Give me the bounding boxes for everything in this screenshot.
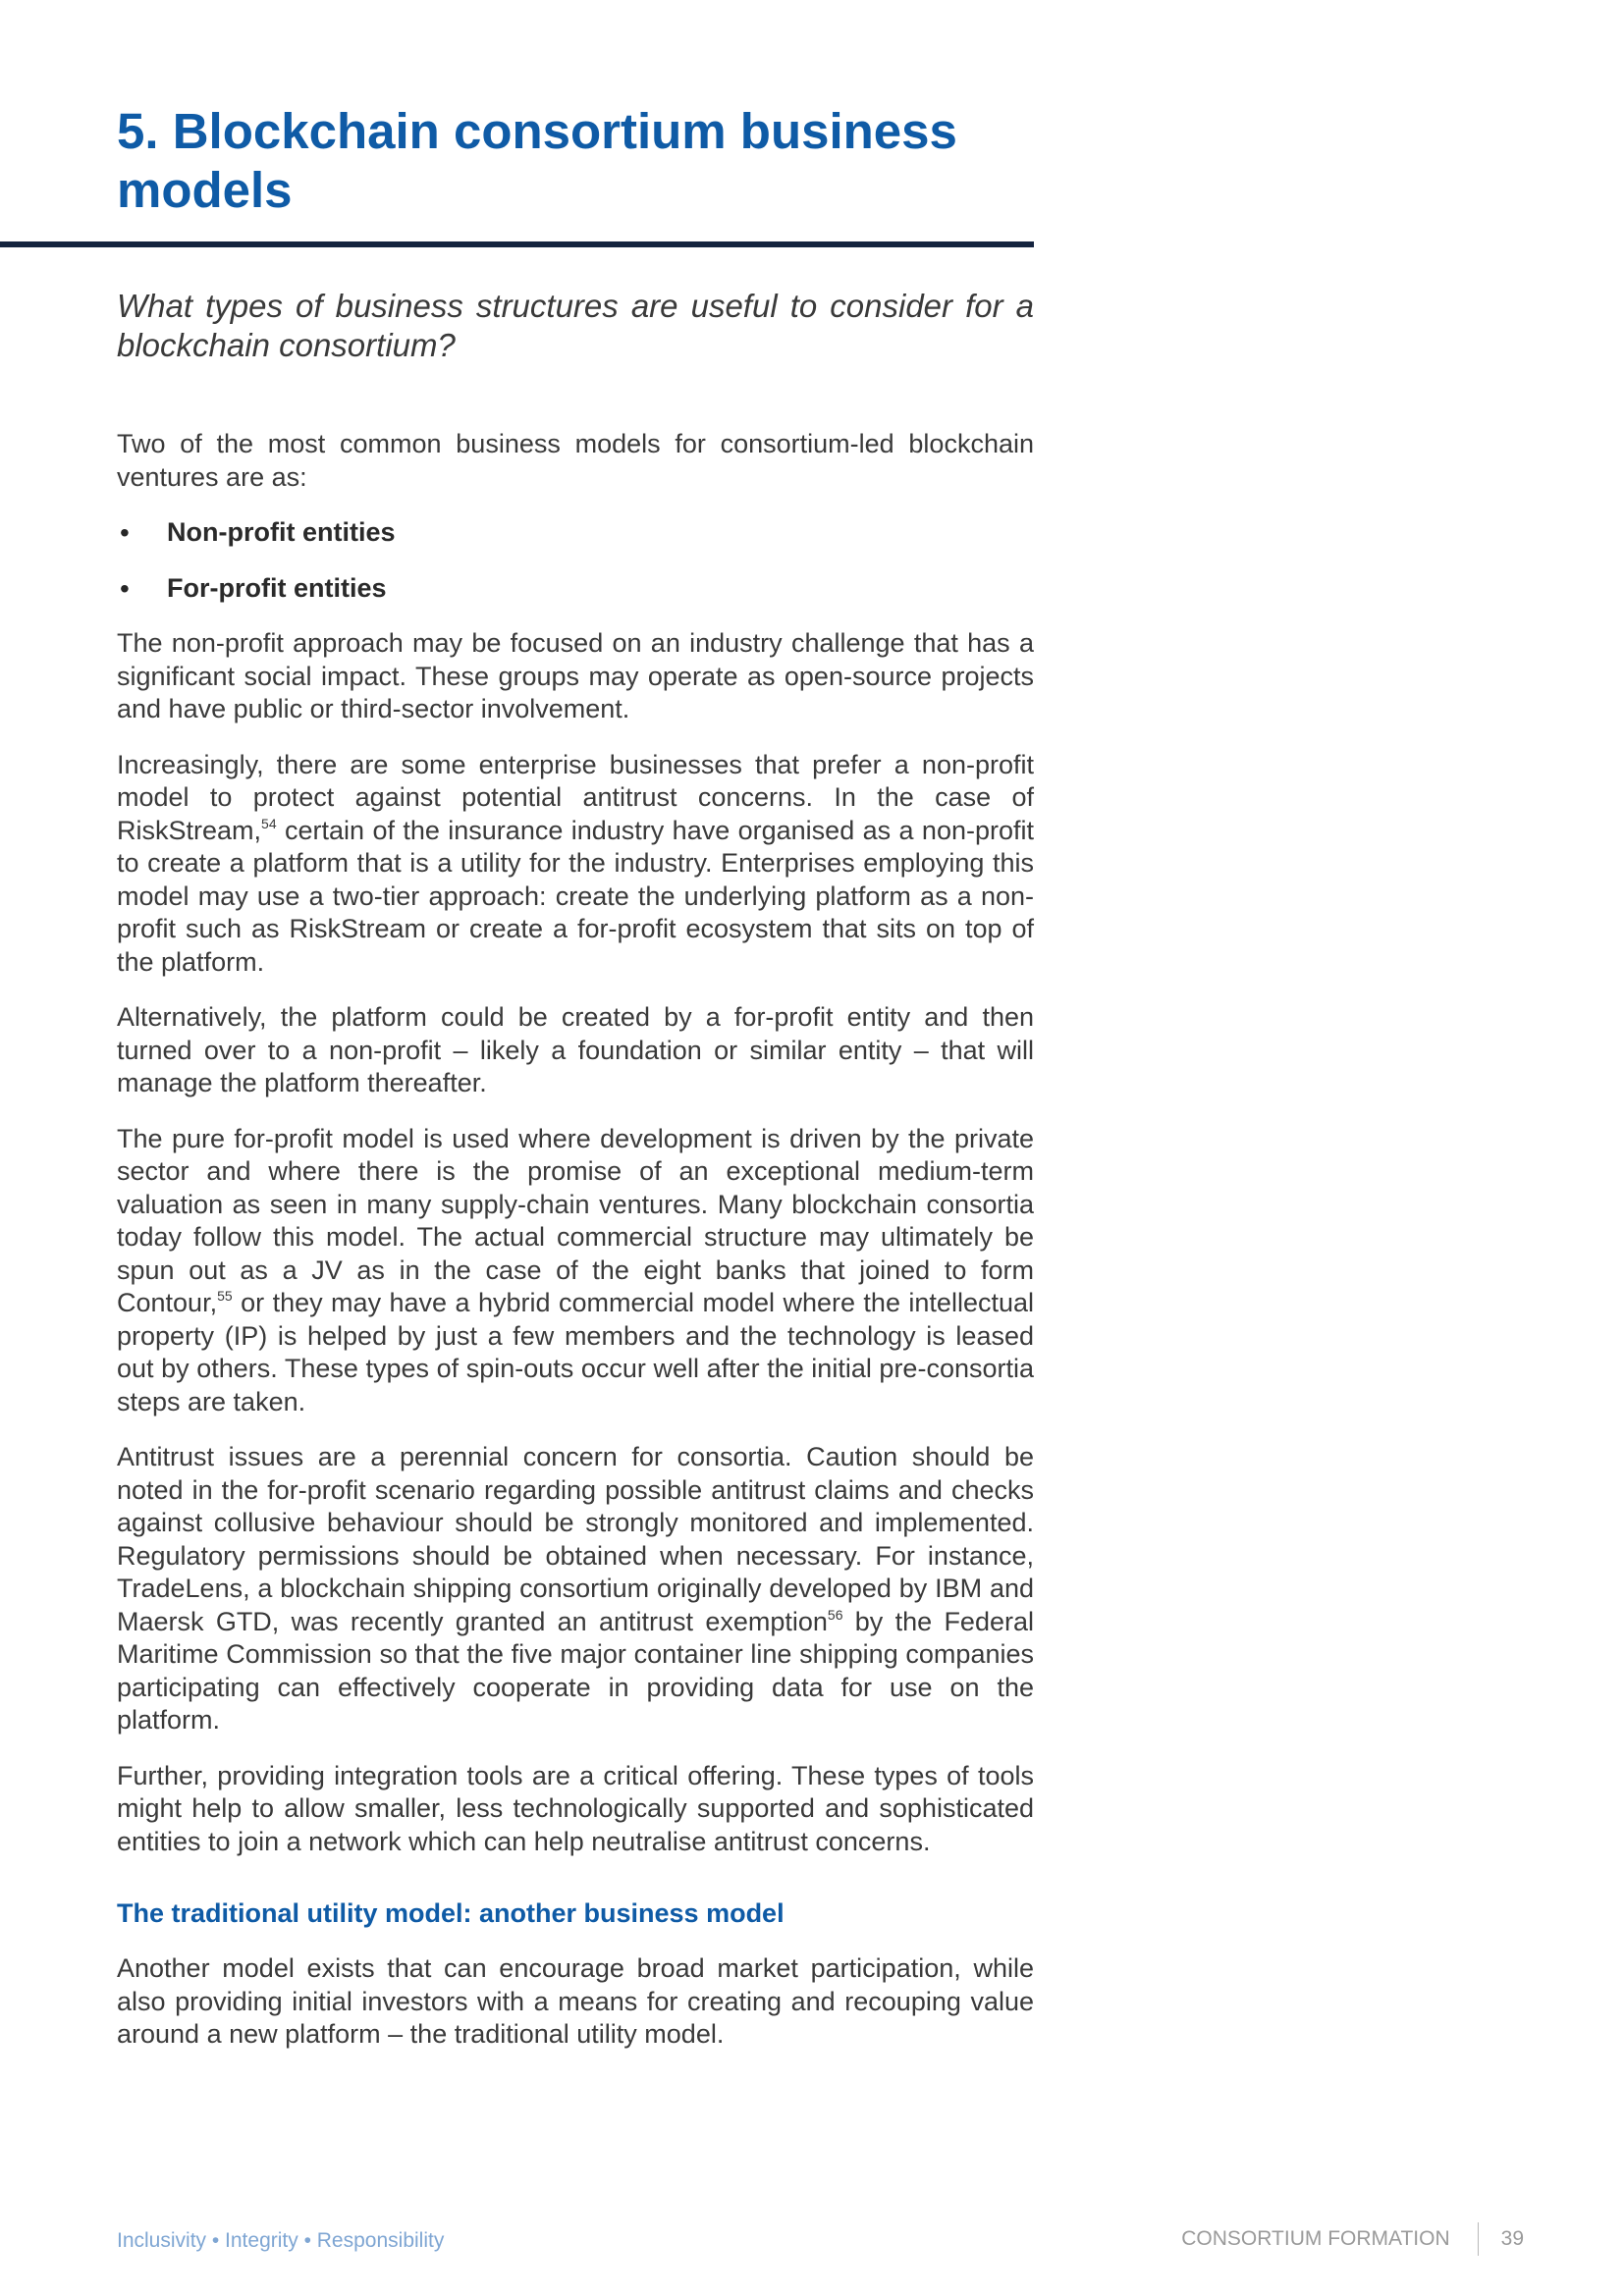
footer-divider bbox=[1478, 2222, 1479, 2256]
body-content bbox=[117, 428, 1034, 2074]
paragraph-text: or they may have a hybrid commercial model where the intellectual property (IP) is helped by just a few members and the technology is leased out by others. These types of spin-outs occur well after the initial pre-consortia steps are taken. bbox=[117, 1288, 1034, 1416]
page-title: 5. Blockchain consortium business models bbox=[117, 103, 957, 218]
bullet-item bbox=[117, 572, 1034, 606]
bullet-list bbox=[117, 516, 1034, 605]
paragraph-riskstream bbox=[117, 749, 1034, 980]
paragraph-for-profit bbox=[117, 1123, 1034, 1419]
paragraph-text: certain of the insurance industry have organised as a non-profit to create a platform that is a utility for the industry. Enterprises employing this model may use a two-tier approach: create the underlying platform as a non-profit such as RiskStream or create a for-profit ecosystem that sits on top of the platform. bbox=[117, 815, 1034, 977]
paragraph-utility: Another model exists that can encourage broad market participation, while also providing initial investors with a means for creating and recouping value around a new platform – the traditional utility model. bbox=[117, 1953, 1034, 2049]
subheading: The traditional utility model: another business model bbox=[117, 1898, 785, 1928]
paragraph-text: The pure for-profit model is used where development is driven by the private sector and where there is the promise of an exceptional medium-term valuation as seen in many supply-chain ventures. Many blockchain consortia today follow this model. The actual commercial structure may ultimately be spun out as a JV as in the case of the eight banks that joined to form Contour, bbox=[117, 1123, 1034, 1317]
paragraph-text: Antitrust issues are a perennial concern for consortia. Caution should be noted in the for-profit scenario regarding possible antitrust claims and checks against collusive behaviour should be strongly monitored and implemented. Regulatory permissions should be obtained when necessary. For instance, TradeLens, a blockchain shipping consortium originally developed by IBM and Maersk GTD, was recently granted an antitrust exemption bbox=[117, 1442, 1034, 1636]
paragraph-nonprofit: The non-profit approach may be focused on an industry challenge that has a significant social impact. These groups may operate as open-source projects and have public or third-sector involvement. bbox=[117, 628, 1034, 723]
page-number: 39 bbox=[1500, 2227, 1524, 2250]
footnote-ref: 54 bbox=[261, 815, 277, 831]
footnote-ref: 56 bbox=[827, 1606, 843, 1623]
paragraph-text: by the Federal Maritime Commission so that the five major container line shipping companies participating can effectively cooperate in providing data for use on the platform. bbox=[117, 1606, 1034, 1735]
footnote-ref: 55 bbox=[217, 1288, 233, 1304]
paragraph-text: Increasingly, there are some enterprise businesses that prefer a non-profit model to protect against potential antitrust concerns. In the case of RiskStream, bbox=[117, 749, 1034, 845]
bullet-text: For-profit entities bbox=[167, 572, 387, 603]
paragraph-integration: Further, providing integration tools are a critical offering. These types of tools might help to allow smaller, less technologically supported and sophisticated entities to join a network which can help neutralise antitrust concerns. bbox=[117, 1760, 1034, 1856]
intro-paragraph: Two of the most common business models for consortium-led blockchain ventures are as: bbox=[117, 429, 1034, 492]
footer-section bbox=[1181, 2220, 1524, 2258]
bullet-item bbox=[117, 516, 1034, 550]
title-divider bbox=[0, 241, 1034, 247]
footer-tagline: Inclusivity • Integrity • Responsibility bbox=[117, 2229, 445, 2252]
section-question: What types of business structures are useful to consider for a blockchain consortium? bbox=[117, 288, 1034, 363]
paragraph-alternative: Alternatively, the platform could be created by a for-profit entity and then turned over to a non-profit – likely a foundation or similar entity – that will manage the platform thereafter. bbox=[117, 1002, 1034, 1097]
paragraph-antitrust bbox=[117, 1441, 1034, 1737]
bullet-text: Non-profit entities bbox=[167, 517, 396, 547]
footer-section-title: CONSORTIUM FORMATION bbox=[1181, 2227, 1450, 2250]
